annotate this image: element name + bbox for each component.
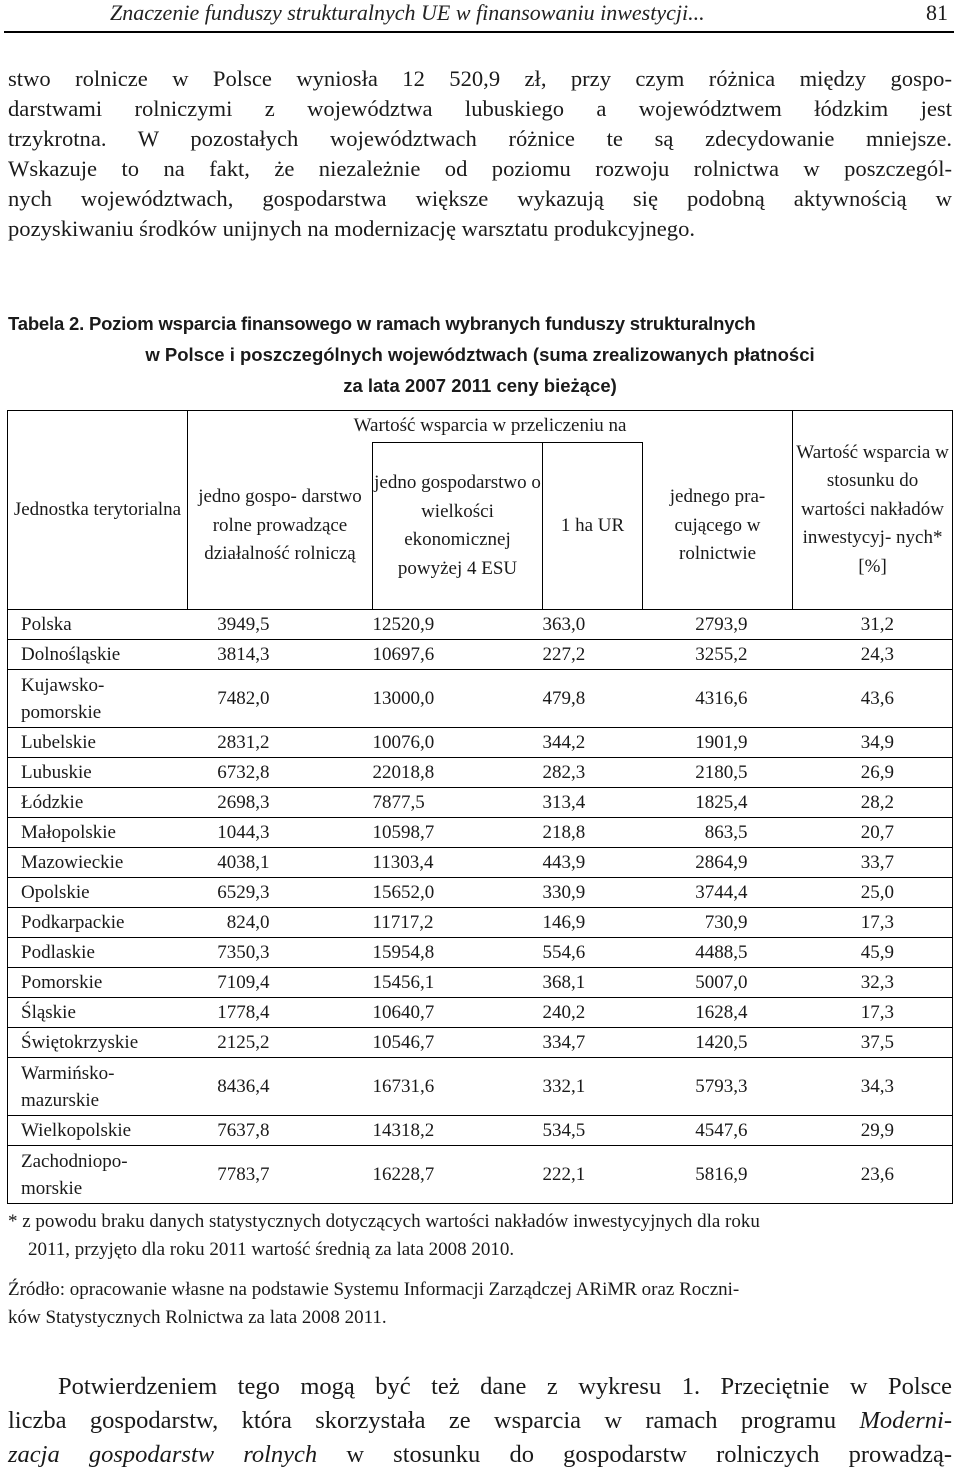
cell: 824,0 [188,908,373,938]
cell: 554,6 [543,938,643,968]
table-row [8,1058,953,1116]
cell: 218,8 [543,818,643,848]
cell: 2831,2 [188,728,373,758]
paragraph-text: liczba gospodarstw, która skorzystała ze wsparcia w ramach programu [8,1407,837,1434]
cell: 240,2 [543,998,643,1028]
paragraph-text: w stosunku do gospodarstw rolniczych prowadzą- [346,1441,953,1468]
cell: 7482,0 [188,670,373,728]
cell: 534,5 [543,1116,643,1146]
header-col4: jednego pra- cującego w rolnictwie [643,443,793,610]
cell: 1901,9 [643,728,793,758]
paragraph-line [8,1404,952,1438]
source-line: ków Statystycznych Rolnictwa za lata 2008 2011. [8,1307,387,1328]
cell: 4488,5 [643,938,793,968]
cell: 363,0 [543,610,643,640]
paragraph-line: nych województwach, gospodarstwa większe wykazują się podobną aktywnością w [8,186,952,211]
cell: 863,5 [643,818,793,848]
cell: 344,2 [543,728,643,758]
cell: 6732,8 [188,758,373,788]
header-col2: jedno gospodarstwo o wielkości ekonomicznej powyżej 4 ESU [373,443,543,610]
cell: 43,6 [793,670,953,728]
cell: 23,6 [793,1146,953,1204]
row-name: Polska [8,610,188,640]
cell: 3255,2 [643,640,793,670]
cell: 7877,5 [373,788,543,818]
caption-line: Tabela 2. Poziom wsparcia finansowego w ramach wybranych funduszy strukturalnych [8,313,756,334]
cell: 10697,6 [373,640,543,670]
table-row [8,968,953,998]
header-col5: Wartość wsparcia w stosunku do wartości nakładów inwestycyj- nych* [%] [793,411,953,610]
cell: 146,9 [543,908,643,938]
cell: 1420,5 [643,1028,793,1058]
row-name: Lubelskie [8,728,188,758]
cell: 17,3 [793,908,953,938]
cell: 368,1 [543,968,643,998]
italic-title: Moderni- [859,1407,952,1434]
paragraph-line: pozyskiwaniu środków unijnych na modernizację warsztatu produkcyjnego. [8,216,696,241]
row-name: Wielkopolskie [8,1116,188,1146]
cell: 11717,2 [373,908,543,938]
header-col3: 1 ha UR [543,443,643,610]
cell: 227,2 [543,640,643,670]
cell: 24,3 [793,640,953,670]
cell: 15456,1 [373,968,543,998]
running-title: Znaczenie funduszy strukturalnych UE w finansowaniu inwestycji... [110,0,705,25]
table-row [8,1028,953,1058]
cell: 479,8 [543,670,643,728]
table-footnote [8,1208,952,1264]
cell: 33,7 [793,848,953,878]
table-row [8,640,953,670]
cell: 15652,0 [373,878,543,908]
table-row [8,908,953,938]
cell: 7783,7 [188,1146,373,1204]
cell: 34,3 [793,1058,953,1116]
cell: 332,1 [543,1058,643,1116]
table-row [8,670,953,728]
cell: 45,9 [793,938,953,968]
cell: 16228,7 [373,1146,543,1204]
caption-line: za lata 2007 2011 ceny bieżące) [343,375,617,396]
page-number: 81 [926,0,948,25]
cell: 1044,3 [188,818,373,848]
table-row [8,1116,953,1146]
row-name: Łódzkie [8,788,188,818]
cell: 443,9 [543,848,643,878]
paragraph-line: trzykrotna. W pozostałych województwach różnice te są zdecydowanie mniejsze. [8,126,952,151]
support-table [7,410,953,1204]
table-row [8,610,953,640]
footnote-line: 2011, przyjęto dla roku 2011 wartość średnią za lata 2008 2010. [28,1239,515,1260]
table-caption [8,308,952,401]
italic-title: zacja gospodarstw rolnych [8,1441,318,1468]
footnote-line: * z powodu braku danych statystycznych dotyczących wartości nakładów inwestycyjnych dla roku [8,1211,760,1232]
cell: 4316,6 [643,670,793,728]
cell: 4547,6 [643,1116,793,1146]
row-name: Mazowieckie [8,848,188,878]
cell: 2698,3 [188,788,373,818]
row-name: Opolskie [8,878,188,908]
header-col1: jedno gospo- darstwo rolne prowadzące działalność rolniczą [188,443,373,610]
paragraph-line [8,1438,952,1472]
cell: 3949,5 [188,610,373,640]
row-name: Podlaskie [8,938,188,968]
cell: 13000,0 [373,670,543,728]
row-name: Podkarpackie [8,908,188,938]
cell: 28,2 [793,788,953,818]
table-row [8,1146,953,1204]
paragraph-bottom [8,1370,952,1472]
paragraph-top [8,64,952,244]
cell: 330,9 [543,878,643,908]
cell: 730,9 [643,908,793,938]
running-header [0,0,960,32]
cell: 222,1 [543,1146,643,1204]
row-name: Warmińsko- mazurskie [8,1058,188,1116]
cell: 10076,0 [373,728,543,758]
cell: 3814,3 [188,640,373,670]
cell: 5007,0 [643,968,793,998]
cell: 5816,9 [643,1146,793,1204]
table-row [8,878,953,908]
cell: 10598,7 [373,818,543,848]
cell: 29,9 [793,1116,953,1146]
cell: 7637,8 [188,1116,373,1146]
row-name: Lubuskie [8,758,188,788]
paragraph-line: Potwierdzeniem tego mogą być też dane z wykresu 1. Przeciętnie w Polsce [58,1373,952,1400]
table-source [8,1276,952,1332]
table-row [8,758,953,788]
row-name: Pomorskie [8,968,188,998]
cell: 14318,2 [373,1116,543,1146]
cell: 11303,4 [373,848,543,878]
source-line: Źródło: opracowanie własne na podstawie Systemu Informacji Zarządczej ARiMR oraz Roczni- [8,1279,740,1300]
cell: 1628,4 [643,998,793,1028]
cell: 1825,4 [643,788,793,818]
paragraph-line: darstwami rolniczymi z województwa lubuskiego a województwem łódzkim jest [8,96,952,121]
table-row [8,938,953,968]
cell: 22018,8 [373,758,543,788]
paragraph-line: stwo rolnicze w Polsce wyniosła 12 520,9 zł, przy czym różnica między gospo- [8,66,952,91]
cell: 6529,3 [188,878,373,908]
row-name: Kujawsko- pomorskie [8,670,188,728]
cell: 20,7 [793,818,953,848]
cell: 17,3 [793,998,953,1028]
cell: 2793,9 [643,610,793,640]
cell: 2864,9 [643,848,793,878]
header-group: Wartość wsparcia w przeliczeniu na [188,411,793,443]
cell: 15954,8 [373,938,543,968]
row-name: Świętokrzyskie [8,1028,188,1058]
header-unit: Jednostka terytorialna [8,411,188,610]
cell: 282,3 [543,758,643,788]
row-name: Zachodniopo- morskie [8,1146,188,1204]
cell: 5793,3 [643,1058,793,1116]
cell: 12520,9 [373,610,543,640]
cell: 37,5 [793,1028,953,1058]
cell: 1778,4 [188,998,373,1028]
table-row [8,998,953,1028]
cell: 10546,7 [373,1028,543,1058]
cell: 7350,3 [188,938,373,968]
cell: 34,9 [793,728,953,758]
cell: 3744,4 [643,878,793,908]
table-row [8,728,953,758]
cell: 25,0 [793,878,953,908]
table-row [8,788,953,818]
cell: 7109,4 [188,968,373,998]
cell: 16731,6 [373,1058,543,1116]
cell: 4038,1 [188,848,373,878]
cell: 32,3 [793,968,953,998]
row-name: Dolnośląskie [8,640,188,670]
cell: 2125,2 [188,1028,373,1058]
table-row [8,818,953,848]
cell: 8436,4 [188,1058,373,1116]
caption-line: w Polsce i poszczególnych województwach (suma zrealizowanych płatności [145,344,815,365]
cell: 2180,5 [643,758,793,788]
cell: 334,7 [543,1028,643,1058]
cell: 313,4 [543,788,643,818]
row-name: Śląskie [8,998,188,1028]
table-row [8,848,953,878]
cell: 10640,7 [373,998,543,1028]
cell: 26,9 [793,758,953,788]
header-rule [4,31,954,33]
paragraph-line: Wskazuje to na fakt, że niezależnie od poziomu rozwoju rolnictwa w poszczegól- [8,156,952,181]
row-name: Małopolskie [8,818,188,848]
cell: 31,2 [793,610,953,640]
